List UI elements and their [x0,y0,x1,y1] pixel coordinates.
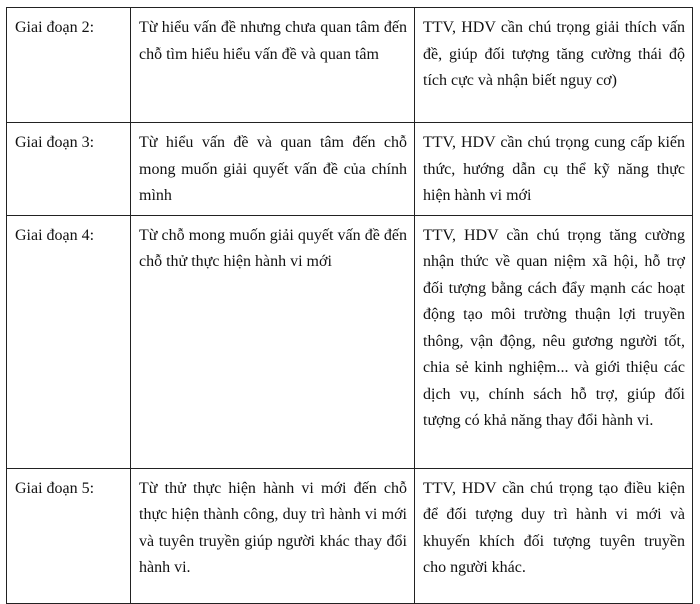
stage-label: Giai đoạn 3: [7,123,131,216]
stage-description: Từ hiểu vấn đề nhưng chưa quan tâm đến chỗ tìm hiểu hiểu vấn đề và quan tâm [131,8,415,123]
table-row [7,468,693,603]
stage-guidance: TTV, HDV cần chú trọng cung cấp kiến thức, hướng dẫn cụ thể kỹ năng thực hiện hành vi mới [415,123,693,216]
behavior-change-stages-table [6,7,693,604]
stage-guidance: TTV, HDV cần chú trọng giải thích vấn đề, giúp đối tượng tăng cường thái độ tích cực và nhận biết nguy cơ) [415,8,693,123]
stage-label: Giai đoạn 4: [7,215,131,468]
table-row [7,215,693,468]
stage-label: Giai đoạn 2: [7,8,131,123]
stage-description: Từ thử thực hiện hành vi mới đến chỗ thực hiện thành công, duy trì hành vi mới và tuyên truyền giúp người khác thay đổi hành vi. [131,468,415,603]
stage-label: Giai đoạn 5: [7,468,131,603]
stage-description: Từ hiểu vấn đề và quan tâm đến chỗ mong muốn giải quyết vấn đề của chính mình [131,123,415,216]
stage-guidance: TTV, HDV cần chú trọng tạo điều kiện để đối tượng duy trì hành vi mới và khuyến khích đối tượng tuyên truyền cho người khác. [415,468,693,603]
table-row [7,8,693,123]
table-row [7,123,693,216]
stage-guidance: TTV, HDV cần chú trọng tăng cường nhận thức về quan niệm xã hội, hỗ trợ đối tượng bằng cách đẩy mạnh các hoạt động tạo môi trường thuận lợi truyền thông, vận động, nêu gương người tốt, chia sẻ kinh nghiệm... và giới thiệu các dịch vụ, chính sách hỗ trợ, giúp đối tượng có khả năng thay đổi hành vi. [415,215,693,468]
stage-description: Từ chỗ mong muốn giải quyết vấn đề đến chỗ thử thực hiện hành vi mới [131,215,415,468]
